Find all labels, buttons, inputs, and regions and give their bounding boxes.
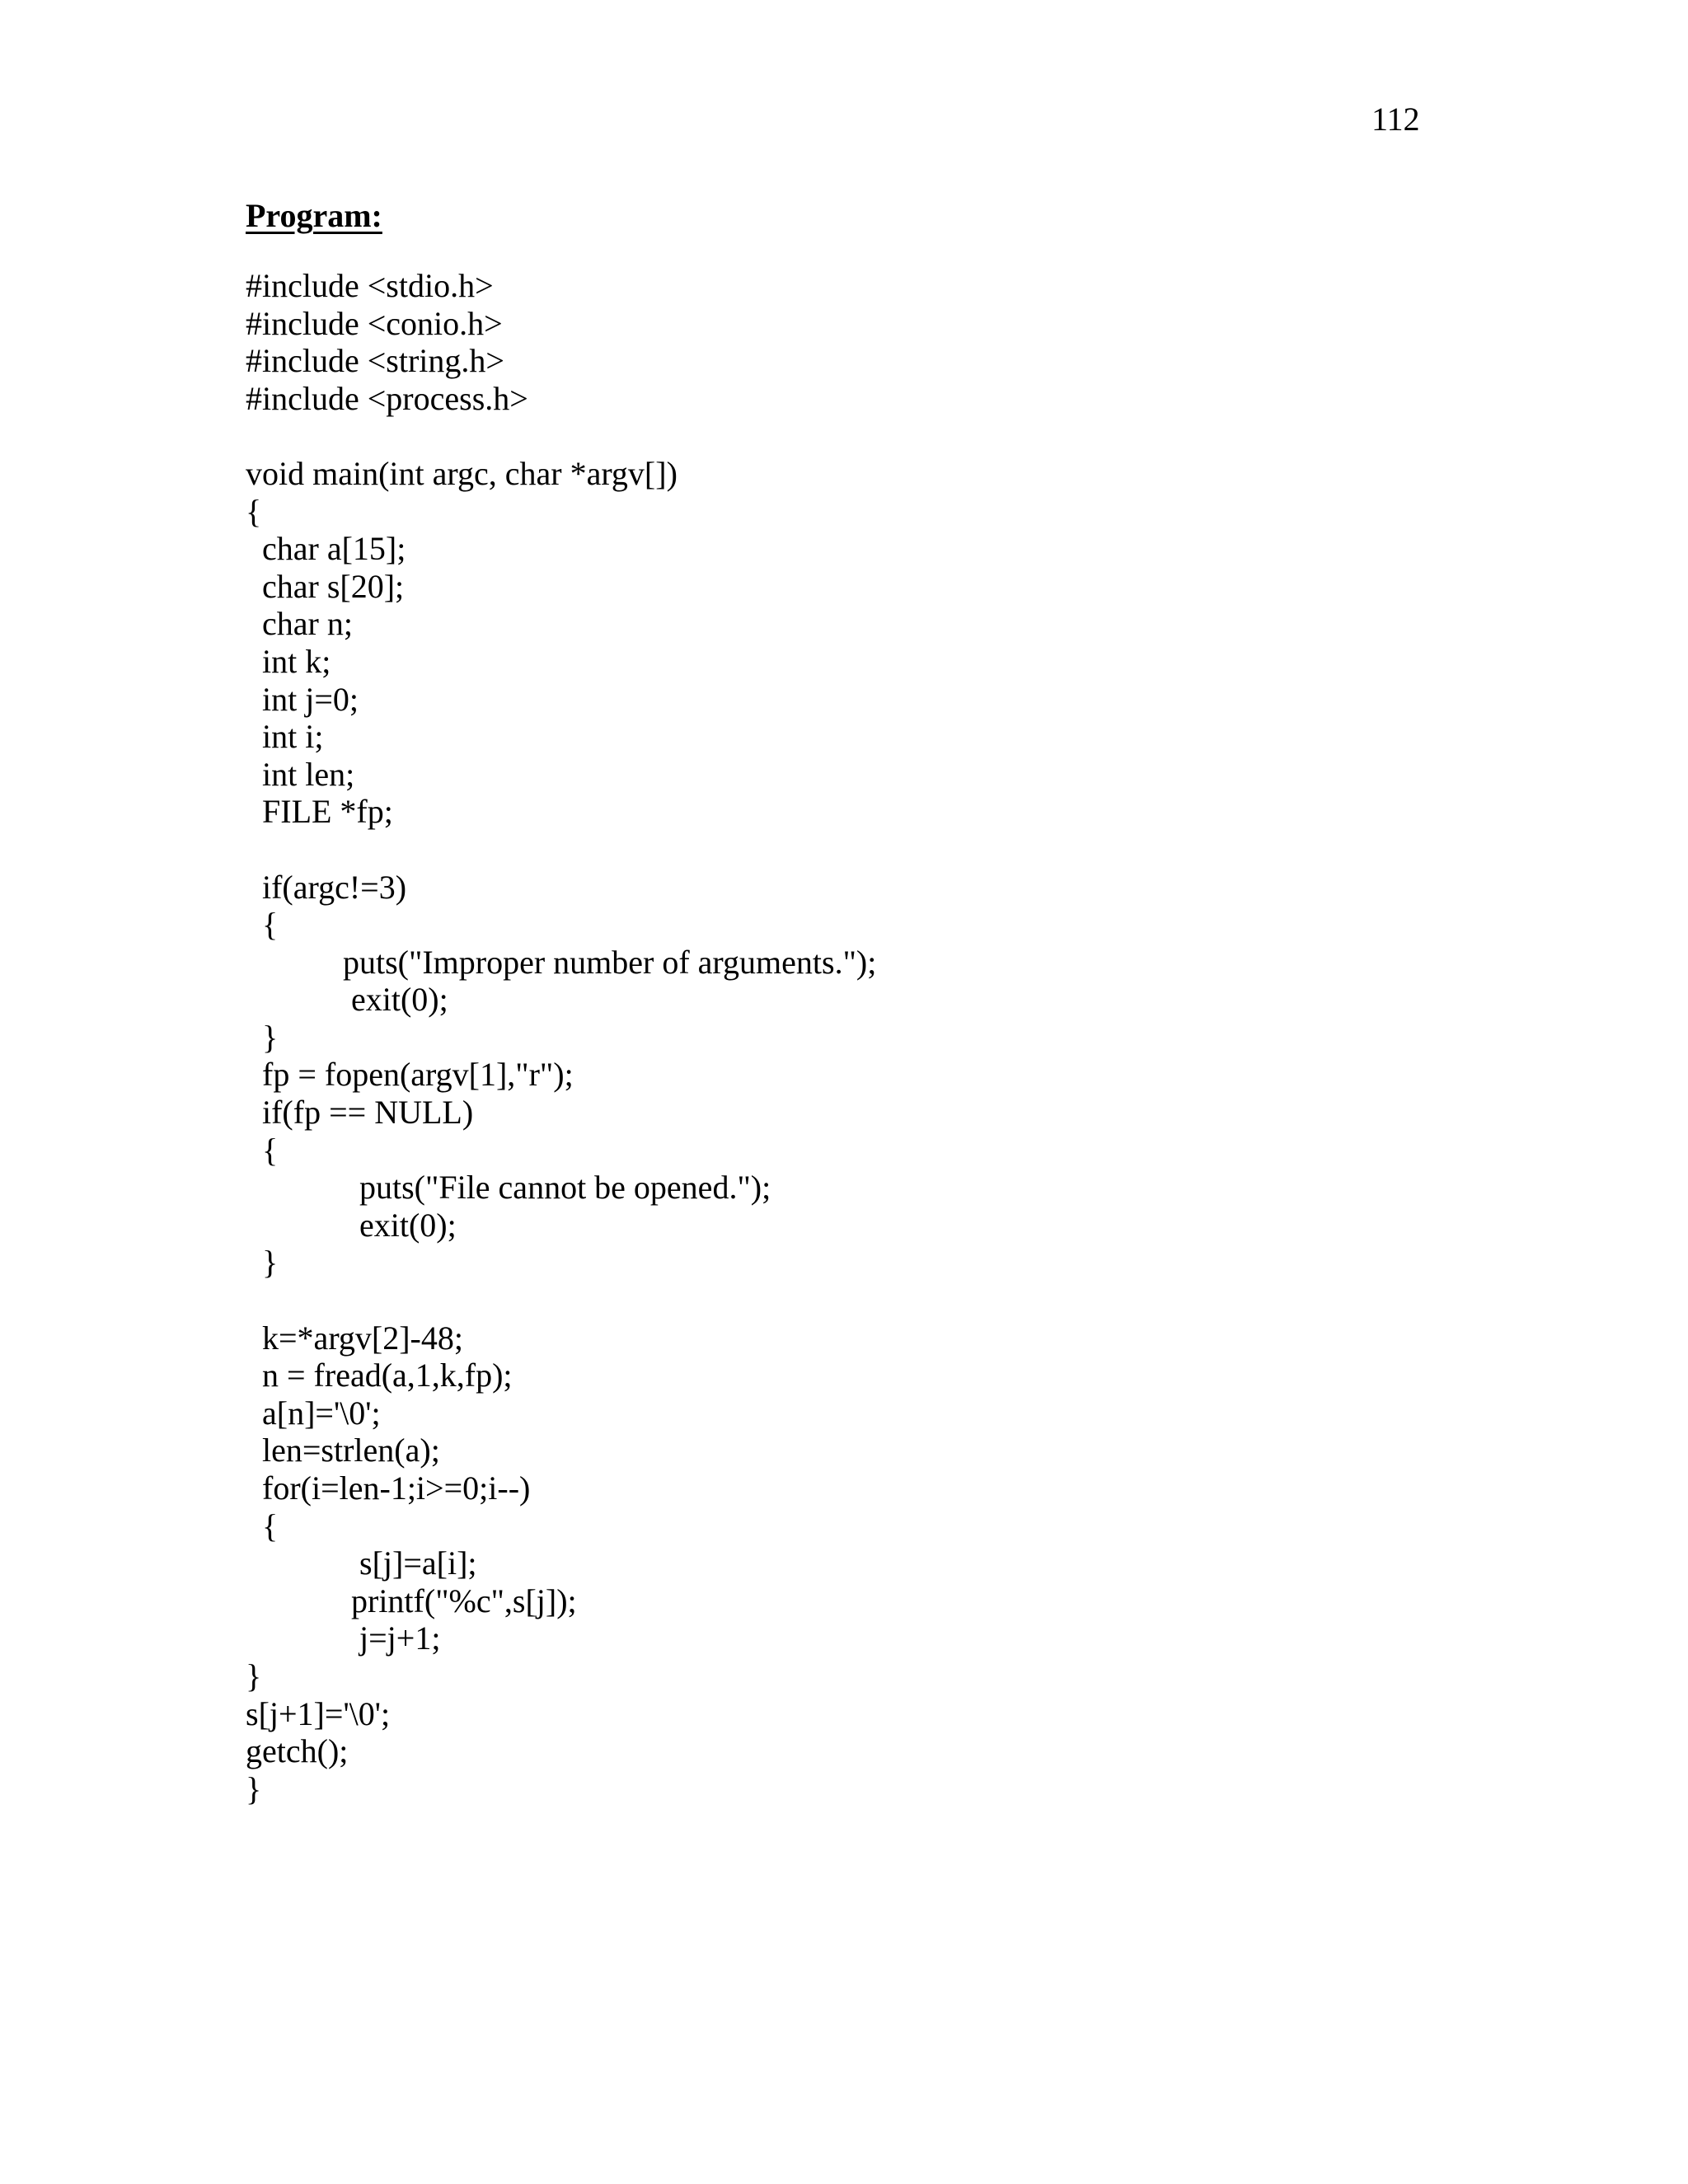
code-line: [0, 605, 1688, 643]
blank-line: [0, 1282, 1688, 1319]
code-line: [0, 455, 1688, 493]
code-text: exit(0);: [359, 1206, 457, 1244]
code-line: [0, 1357, 1688, 1394]
code-listing: [0, 267, 1688, 1807]
blank-line: [0, 831, 1688, 869]
code-line: [0, 981, 1688, 1019]
code-text: #include <stdio.h>: [246, 267, 494, 304]
code-text: int len;: [262, 755, 355, 793]
code-line: [0, 1056, 1688, 1094]
code-text: a[n]='\0';: [262, 1394, 381, 1432]
code-line: [0, 1244, 1688, 1282]
code-text: }: [246, 1769, 262, 1807]
code-line: [0, 869, 1688, 907]
code-text: #include <string.h>: [246, 342, 504, 380]
code-line: [0, 568, 1688, 606]
code-text: }: [246, 1657, 262, 1694]
code-line: [0, 793, 1688, 831]
code-line: [0, 718, 1688, 756]
code-text: exit(0);: [351, 981, 448, 1019]
code-text: #include <process.h>: [246, 379, 528, 417]
code-line: [0, 1207, 1688, 1244]
blank-line: [0, 417, 1688, 455]
code-line: [0, 1132, 1688, 1169]
code-line: [0, 1169, 1688, 1207]
code-line: [0, 643, 1688, 681]
code-text: n = fread(a,1,k,fp);: [262, 1357, 513, 1394]
code-text: getch();: [246, 1732, 349, 1770]
code-text: char n;: [262, 605, 353, 643]
code-line: [0, 756, 1688, 794]
code-text: int k;: [262, 642, 331, 680]
code-text: int i;: [262, 718, 324, 756]
code-line: [0, 530, 1688, 568]
code-line: [0, 305, 1688, 343]
code-line: [0, 906, 1688, 944]
code-text: k=*argv[2]-48;: [262, 1319, 463, 1357]
code-line: [0, 493, 1688, 531]
code-line: [0, 1732, 1688, 1770]
code-text: s[j]=a[i];: [359, 1544, 477, 1582]
code-text: if(fp == NULL): [262, 1094, 474, 1132]
code-text: #include <conio.h>: [246, 304, 503, 342]
code-line: [0, 1094, 1688, 1132]
code-text: void main(int argc, char *argv[]): [246, 454, 678, 492]
code-line: [0, 1019, 1688, 1057]
code-line: [0, 944, 1688, 982]
code-text: {: [262, 1131, 279, 1169]
code-line: [0, 1469, 1688, 1507]
code-text: int j=0;: [262, 680, 359, 718]
code-line: [0, 1507, 1688, 1545]
code-line: [0, 1619, 1688, 1657]
code-line: [0, 1319, 1688, 1357]
code-text: FILE *fp;: [262, 793, 393, 831]
code-text: j=j+1;: [359, 1619, 441, 1657]
code-line: [0, 1432, 1688, 1469]
page-number: 112: [1372, 101, 1420, 138]
code-line: [0, 1394, 1688, 1432]
code-line: [0, 1582, 1688, 1620]
code-line: [0, 342, 1688, 380]
code-text: s[j+1]='\0';: [246, 1694, 391, 1732]
code-text: {: [262, 1507, 279, 1544]
code-text: if(argc!=3): [262, 868, 407, 906]
code-text: char a[15];: [262, 530, 406, 568]
code-line: [0, 267, 1688, 305]
code-text: puts("File cannot be opened.");: [359, 1169, 771, 1207]
code-text: }: [262, 1018, 279, 1056]
code-line: [0, 1770, 1688, 1808]
code-line: [0, 1657, 1688, 1695]
code-text: for(i=len-1;i>=0;i--): [262, 1469, 531, 1507]
code-line: [0, 1544, 1688, 1582]
code-line: [0, 681, 1688, 719]
code-text: printf("%c",s[j]);: [351, 1582, 577, 1619]
code-text: }: [262, 1244, 279, 1282]
code-line: [0, 1695, 1688, 1733]
code-text: char s[20];: [262, 567, 405, 605]
code-text: {: [262, 906, 279, 944]
code-text: puts("Improper number of arguments.");: [343, 943, 877, 981]
code-text: len=strlen(a);: [262, 1432, 440, 1469]
section-heading: Program:: [246, 197, 382, 234]
code-text: {: [246, 492, 262, 530]
code-text: fp = fopen(argv[1],"r");: [262, 1056, 574, 1094]
code-line: [0, 380, 1688, 418]
